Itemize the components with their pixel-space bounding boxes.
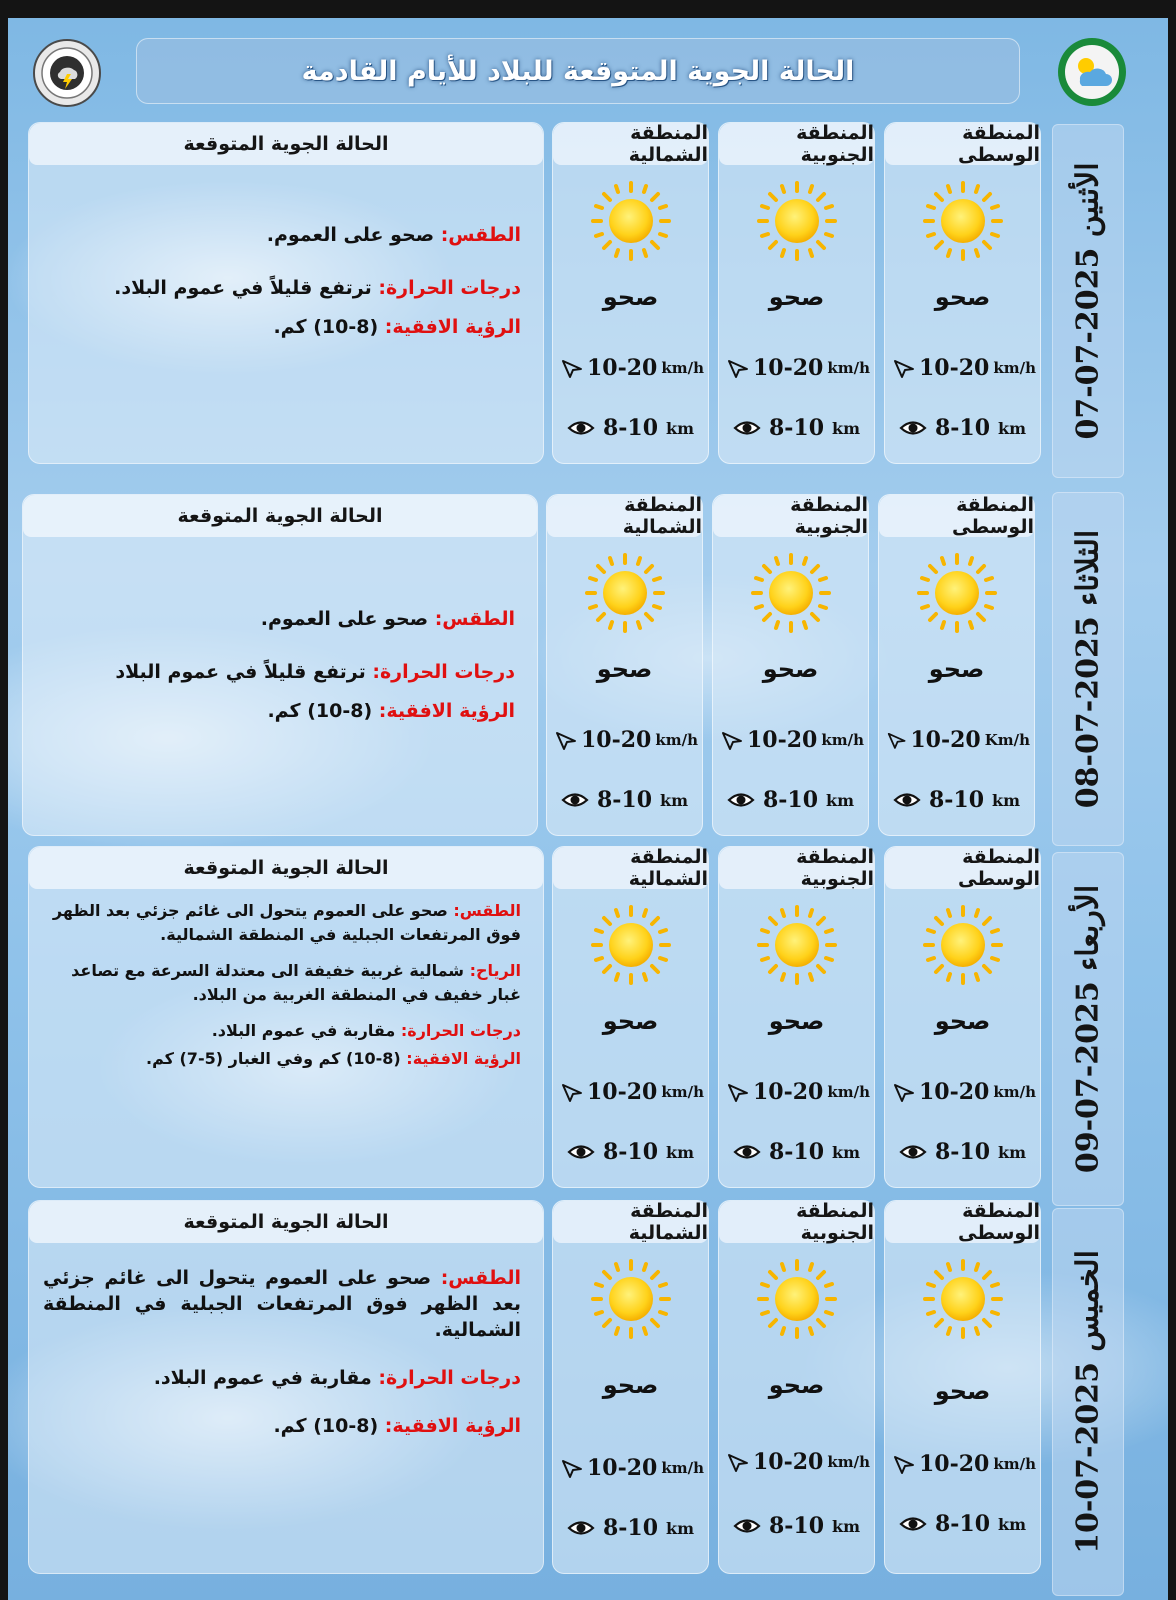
visibility-value: 8-10 — [768, 1513, 825, 1539]
wind-direction-arrow-icon — [887, 729, 906, 751]
temperature-label: درجات الحرارة: — [378, 1367, 521, 1389]
visibility-range — [725, 1139, 868, 1165]
region-card-north — [552, 846, 709, 1188]
eye-icon — [899, 419, 927, 437]
eye-icon — [567, 1519, 595, 1537]
weather-label: الطقس: — [440, 224, 521, 246]
poster-title-bar — [136, 38, 1020, 104]
wind-speed — [555, 727, 698, 753]
condition-text: صحو — [596, 655, 653, 683]
wind-value: 10-20 — [586, 355, 658, 381]
wind-unit: Km/h — [984, 731, 1030, 749]
visibility-unit: km — [832, 418, 861, 438]
wind-value: 10-20 — [918, 1079, 990, 1105]
condition-text: صحو — [768, 283, 825, 311]
visibility-unit: km — [832, 1142, 861, 1162]
visibility-unit: km — [666, 418, 695, 438]
wind-speed — [893, 1079, 1036, 1105]
poster-title: الحالة الجوية المتوقعة للبلاد للأيام القادمة — [301, 55, 855, 87]
forecast-text-panel — [28, 122, 544, 464]
weather-text: صحو على العموم. — [266, 224, 435, 246]
visibility-value: 8-10 — [602, 415, 659, 441]
day-date-band — [1052, 492, 1124, 846]
visibility-unit: km — [998, 418, 1027, 438]
sun-icon — [583, 551, 667, 635]
sun-icon — [921, 1257, 1005, 1341]
eye-icon — [727, 791, 755, 809]
eye-icon — [733, 1143, 761, 1161]
condition-text: صحو — [602, 1007, 659, 1035]
wind-value: 10-20 — [580, 727, 652, 753]
visibility-range — [891, 1139, 1034, 1165]
winds-label: الرياح: — [469, 961, 521, 980]
region-name: المنطقة الجنوبية — [713, 495, 868, 537]
wind-value: 10-20 — [752, 1079, 824, 1105]
visibility-unit: km — [666, 1518, 695, 1538]
day-date: الأثنين 2025-07-07 — [1070, 162, 1106, 440]
wind-direction-arrow-icon — [561, 1081, 583, 1103]
wind-value: 10-20 — [752, 1449, 824, 1475]
visibility-label: الرؤية الافقية: — [406, 1049, 521, 1068]
wind-unit: km/h — [821, 731, 864, 749]
visibility-text: (8-10) كم. — [273, 316, 379, 338]
forecast-heading: الحالة الجوية المتوقعة — [23, 495, 537, 537]
winds-text: شمالية غربية خفيفة الى معتدلة السرعة مع تصاعد غبار خفيف في المنطقة الغربية من البلاد. — [71, 961, 521, 1004]
eye-icon — [733, 1517, 761, 1535]
visibility-value: 8-10 — [602, 1515, 659, 1541]
weather-text: صحو على العموم. — [260, 608, 429, 630]
wind-unit: km/h — [827, 359, 870, 377]
eye-icon — [733, 419, 761, 437]
forecast-text-panel — [28, 1200, 544, 1574]
visibility-range — [725, 415, 868, 441]
visibility-label: الرؤية الافقية: — [384, 316, 521, 338]
visibility-value: 8-10 — [934, 1139, 991, 1165]
weather-label: الطقس: — [453, 901, 521, 920]
condition-text: صحو — [928, 655, 985, 683]
condition-text: صحو — [602, 283, 659, 311]
condition-text: صحو — [934, 1377, 991, 1405]
temperature-text: مقاربة في عموم البلاد. — [153, 1367, 372, 1389]
forecast-poster — [8, 18, 1168, 1600]
wind-direction-arrow-icon — [893, 357, 915, 379]
forecast-heading: الحالة الجوية المتوقعة — [29, 123, 543, 165]
sun-icon — [755, 903, 839, 987]
wind-speed — [561, 1079, 704, 1105]
temperature-text: مقاربة في عموم البلاد. — [211, 1021, 396, 1040]
wind-speed — [721, 727, 864, 753]
region-card-south — [718, 122, 875, 464]
wind-unit: km/h — [661, 359, 704, 377]
forecast-text — [37, 607, 515, 724]
wind-unit: km/h — [661, 1459, 704, 1477]
eye-icon — [567, 1143, 595, 1161]
wind-speed — [893, 355, 1036, 381]
region-card-south — [718, 846, 875, 1188]
region-card-central — [884, 1200, 1041, 1574]
weather-text: صحو على العموم يتحول الى غائم جزئي بعد الظهر فوق المرتفعات الجبلية في المنطقة الشمالية. — [43, 1267, 521, 1341]
visibility-value: 8-10 — [762, 787, 819, 813]
visibility-text: (8-10) كم. — [267, 700, 373, 722]
forecast-heading: الحالة الجوية المتوقعة — [29, 1201, 543, 1243]
wind-direction-arrow-icon — [561, 1457, 583, 1479]
region-card-central — [884, 846, 1041, 1188]
wind-unit: km/h — [827, 1083, 870, 1101]
visibility-text: (8-10) كم. — [273, 1415, 379, 1437]
sun-icon — [589, 1257, 673, 1341]
wind-unit: km/h — [993, 1455, 1036, 1473]
region-name: المنطقة الشمالية — [547, 495, 702, 537]
condition-text: صحو — [934, 283, 991, 311]
sun-icon — [755, 1257, 839, 1341]
visibility-text: (8-10) كم وفي الغبار (5-7) كم. — [145, 1049, 401, 1068]
visibility-unit: km — [660, 790, 689, 810]
region-name: المنطقة الشمالية — [553, 123, 708, 165]
region-card-south — [712, 494, 869, 836]
region-name: المنطقة الجنوبية — [719, 1201, 874, 1243]
region-name: المنطقة الوسطى — [885, 847, 1040, 889]
wind-value: 10-20 — [910, 727, 981, 753]
region-name: المنطقة الشمالية — [553, 1201, 708, 1243]
wind-direction-arrow-icon — [727, 357, 749, 379]
visibility-range — [891, 1511, 1034, 1537]
condition-text: صحو — [762, 655, 819, 683]
sun-icon — [921, 179, 1005, 263]
wind-direction-arrow-icon — [561, 357, 583, 379]
visibility-value: 8-10 — [768, 415, 825, 441]
wind-value: 10-20 — [746, 727, 818, 753]
wind-value: 10-20 — [586, 1079, 658, 1105]
visibility-value: 8-10 — [928, 787, 985, 813]
wind-speed — [561, 1455, 704, 1481]
weather-text: صحو على العموم يتحول الى غائم جزئي بعد الظهر فوق المرتفعات الجبلية في المنطقة الشمالية. — [52, 901, 521, 944]
visibility-label: الرؤية الافقية: — [378, 700, 515, 722]
wind-speed — [727, 355, 870, 381]
wind-direction-arrow-icon — [727, 1081, 749, 1103]
eye-icon — [899, 1143, 927, 1161]
wind-speed — [893, 1451, 1036, 1477]
wind-direction-arrow-icon — [721, 729, 743, 751]
visibility-unit: km — [832, 1516, 861, 1536]
wind-speed — [727, 1449, 870, 1475]
region-card-south — [718, 1200, 875, 1574]
visibility-unit: km — [826, 790, 855, 810]
wind-direction-arrow-icon — [893, 1453, 915, 1475]
sun-icon — [921, 903, 1005, 987]
wind-speed — [727, 1079, 870, 1105]
sun-icon — [915, 551, 999, 635]
region-name: المنطقة الوسطى — [879, 495, 1034, 537]
visibility-value: 8-10 — [768, 1139, 825, 1165]
wind-speed — [887, 727, 1030, 753]
wind-direction-arrow-icon — [893, 1081, 915, 1103]
sun-icon — [589, 179, 673, 263]
region-name: المنطقة الجنوبية — [719, 123, 874, 165]
day-date: الخميس 2025-07-10 — [1070, 1250, 1106, 1554]
visibility-unit: km — [666, 1142, 695, 1162]
eye-icon — [561, 791, 589, 809]
temperature-label: درجات الحرارة: — [400, 1021, 521, 1040]
region-card-north — [552, 122, 709, 464]
forecast-text — [43, 899, 521, 1071]
region-name: المنطقة الوسطى — [885, 1201, 1040, 1243]
region-name: المنطقة الجنوبية — [719, 847, 874, 889]
forecast-heading: الحالة الجوية المتوقعة — [29, 847, 543, 889]
visibility-range — [553, 787, 696, 813]
wind-unit: km/h — [661, 1083, 704, 1101]
day-date: الأربعاء 2025-07-09 — [1070, 884, 1106, 1174]
wind-direction-arrow-icon — [727, 1451, 749, 1473]
condition-text: صحو — [768, 1007, 825, 1035]
condition-text: صحو — [768, 1371, 825, 1399]
region-card-central — [884, 122, 1041, 464]
visibility-range — [725, 1513, 868, 1539]
eye-icon — [893, 791, 921, 809]
visibility-range — [719, 787, 862, 813]
wind-unit: km/h — [993, 1083, 1036, 1101]
forecast-text — [43, 223, 521, 340]
visibility-value: 8-10 — [596, 787, 653, 813]
weather-label: الطقس: — [440, 1267, 521, 1289]
wind-value: 10-20 — [918, 355, 990, 381]
temperature-text: ترتفع قليلاً في عموم البلاد — [115, 661, 366, 683]
visibility-unit: km — [992, 790, 1021, 810]
wind-unit: km/h — [993, 359, 1036, 377]
temperature-text: ترتفع قليلاً في عموم البلاد. — [114, 277, 372, 299]
temperature-label: درجات الحرارة: — [372, 661, 515, 683]
condition-text: صحو — [602, 1371, 659, 1399]
sun-icon — [749, 551, 833, 635]
region-name: المنطقة الشمالية — [553, 847, 708, 889]
visibility-range — [559, 1139, 702, 1165]
forecast-text — [43, 1265, 521, 1439]
visibility-unit: km — [998, 1142, 1027, 1162]
visibility-range — [891, 415, 1034, 441]
weather-label: الطقس: — [434, 608, 515, 630]
region-card-central — [878, 494, 1035, 836]
wind-direction-arrow-icon — [555, 729, 577, 751]
day-date-band — [1052, 124, 1124, 478]
meteorology-authority-logo-icon — [1056, 36, 1128, 108]
visibility-unit: km — [998, 1514, 1027, 1534]
wind-speed — [561, 355, 704, 381]
eye-icon — [899, 1515, 927, 1533]
forecast-department-logo-icon — [32, 38, 102, 108]
wind-value: 10-20 — [586, 1455, 658, 1481]
temperature-label: درجات الحرارة: — [378, 277, 521, 299]
eye-icon — [567, 419, 595, 437]
region-card-north — [552, 1200, 709, 1574]
wind-value: 10-20 — [918, 1451, 990, 1477]
day-date-band — [1052, 1208, 1124, 1596]
visibility-value: 8-10 — [602, 1139, 659, 1165]
visibility-value: 8-10 — [934, 415, 991, 441]
visibility-range — [559, 1515, 702, 1541]
region-card-north — [546, 494, 703, 836]
day-date: الثلاثاء 2025-07-08 — [1070, 529, 1106, 809]
forecast-text-panel — [22, 494, 538, 836]
day-date-band — [1052, 852, 1124, 1206]
wind-unit: km/h — [655, 731, 698, 749]
visibility-range — [885, 787, 1028, 813]
wind-unit: km/h — [827, 1453, 870, 1471]
visibility-range — [559, 415, 702, 441]
visibility-value: 8-10 — [934, 1511, 991, 1537]
condition-text: صحو — [934, 1007, 991, 1035]
sun-icon — [589, 903, 673, 987]
sun-icon — [755, 179, 839, 263]
wind-value: 10-20 — [752, 355, 824, 381]
forecast-text-panel — [28, 846, 544, 1188]
region-name: المنطقة الوسطى — [885, 123, 1040, 165]
visibility-label: الرؤية الافقية: — [384, 1415, 521, 1437]
